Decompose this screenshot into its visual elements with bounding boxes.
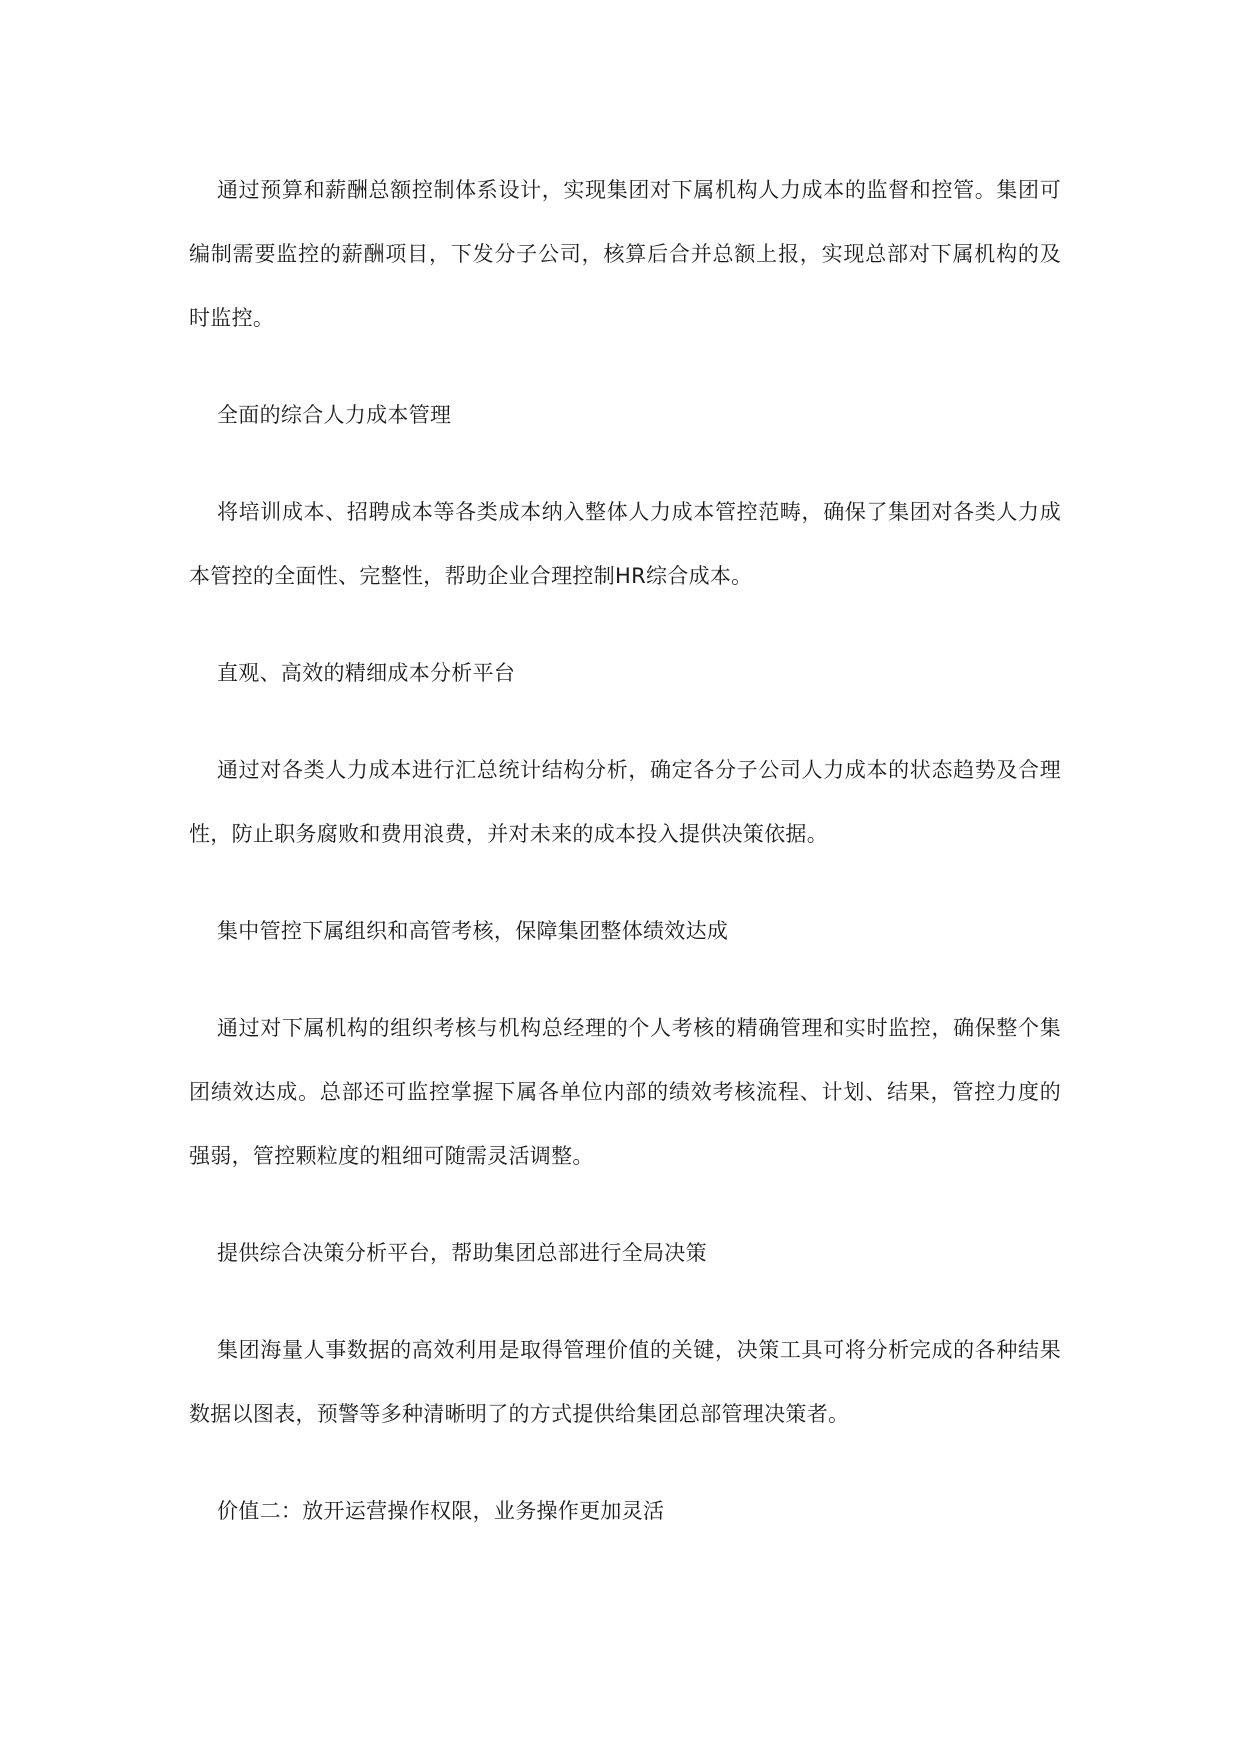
paragraph-comprehensive-cost: 将培训成本、招聘成本等各类成本纳入整体人力成本管控范畴，确保了集团对各类人力成本管控的全面性、完整性，帮助企业合理控制HR综合成本。 xyxy=(189,500,1061,588)
spacer xyxy=(189,1285,1061,1318)
spacer xyxy=(189,1188,1061,1221)
spacer xyxy=(189,866,1061,899)
paragraph-salary-control: 通过预算和薪酬总额控制体系设计，实现集团对下属机构人力成本的监督和控管。集团可编制需要监控的薪酬项目，下发分子公司，核算后合并总额上报，实现总部对下属机构的及时监控。 xyxy=(189,178,1061,330)
paragraph-performance-control: 通过对下属机构的组织考核与机构总经理的个人考核的精确管理和实时监控，确保整个集团绩效达成。总部还可监控掌握下属各单位内部的绩效考核流程、计划、结果，管控力度的强弱，管控颗粒度的粗细可随需灵活调整。 xyxy=(189,1016,1061,1168)
heading-performance-control: 集中管控下属组织和高管考核，保障集团整体绩效达成 xyxy=(217,919,729,943)
heading-cost-analysis-platform: 直观、高效的精细成本分析平台 xyxy=(217,661,516,685)
document-body xyxy=(189,158,1061,1543)
heading-comprehensive-cost: 全面的综合人力成本管理 xyxy=(217,403,452,427)
spacer xyxy=(189,350,1061,383)
spacer xyxy=(189,447,1061,480)
heading-decision-platform: 提供综合决策分析平台，帮助集团总部进行全局决策 xyxy=(217,1241,707,1265)
paragraph-cost-analysis: 通过对各类人力成本进行汇总统计结构分析，确定各分子公司人力成本的状态趋势及合理性，防止职务腐败和费用浪费，并对未来的成本投入提供决策依据。 xyxy=(189,758,1061,846)
spacer xyxy=(189,963,1061,996)
spacer xyxy=(189,1446,1061,1479)
paragraph-decision-platform: 集团海量人事数据的高效利用是取得管理价值的关键，决策工具可将分析完成的各种结果数据以图表，预警等多种清晰明了的方式提供给集团总部管理决策者。 xyxy=(189,1338,1061,1426)
spacer xyxy=(189,608,1061,641)
heading-value-two: 价值二：放开运营操作权限，业务操作更加灵活 xyxy=(217,1499,665,1523)
spacer xyxy=(189,705,1061,738)
